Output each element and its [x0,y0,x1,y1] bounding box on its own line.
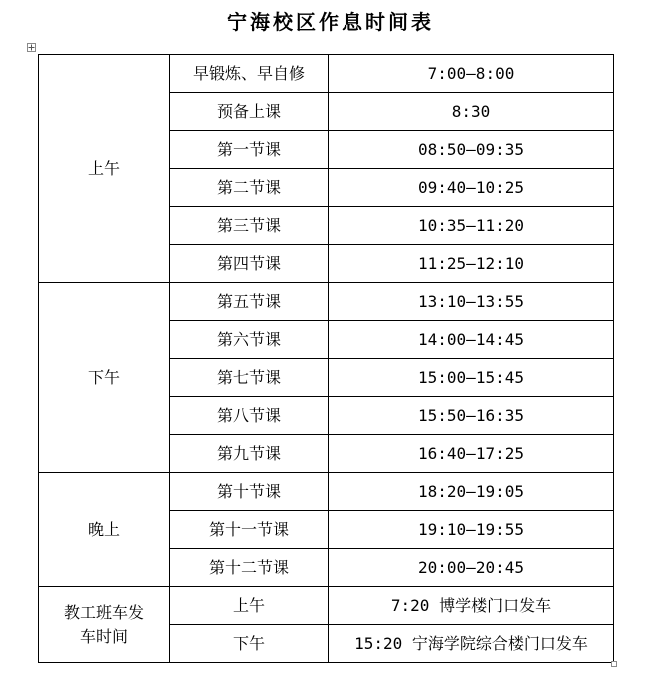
item-cell: 第十节课 [170,473,329,511]
item-cell: 第六节课 [170,321,329,359]
schedule-table [38,54,614,663]
time-cell: 08:50—09:35 [329,131,614,169]
item-cell: 第四节课 [170,245,329,283]
time-cell: 10:35—11:20 [329,207,614,245]
page-title: 宁海校区作息时间表 [227,10,434,34]
four-arrow-move-icon [28,44,35,51]
bus-label: 教工班车发车时间 [63,602,144,646]
item-cell: 上午 [170,587,329,625]
time-cell: 09:40—10:25 [329,169,614,207]
item-cell: 预备上课 [170,93,329,131]
time-cell: 20:00—20:45 [329,549,614,587]
bus-time-cell: 15:20 宁海学院综合楼门口发车 [329,625,614,663]
item-cell: 第一节课 [170,131,329,169]
table-row [39,473,614,511]
item-cell: 第十二节课 [170,549,329,587]
time-cell: 18:20—19:05 [329,473,614,511]
time-cell: 11:25—12:10 [329,245,614,283]
time-cell: 16:40—17:25 [329,435,614,473]
bus-period-cell [39,587,170,663]
table-resize-handle-icon[interactable] [611,661,617,667]
period-cell-afternoon: 下午 [39,283,170,473]
time-cell: 13:10—13:55 [329,283,614,321]
item-cell: 第八节课 [170,397,329,435]
item-cell: 第十一节课 [170,511,329,549]
bus-time-cell: 7:20 博学楼门口发车 [329,587,614,625]
table-row [39,283,614,321]
time-cell: 15:50—16:35 [329,397,614,435]
time-cell: 15:00—15:45 [329,359,614,397]
table-row [39,587,614,625]
item-cell: 第二节课 [170,169,329,207]
time-cell: 7:00—8:00 [329,55,614,93]
time-cell: 8:30 [329,93,614,131]
period-cell-evening: 晚上 [39,473,170,587]
time-cell: 14:00—14:45 [329,321,614,359]
time-cell: 19:10—19:55 [329,511,614,549]
period-cell-morning: 上午 [39,55,170,283]
item-cell: 第九节课 [170,435,329,473]
item-cell: 第七节课 [170,359,329,397]
item-cell: 第三节课 [170,207,329,245]
item-cell: 第五节课 [170,283,329,321]
table-row [39,55,614,93]
item-cell: 下午 [170,625,329,663]
table-move-handle-icon[interactable] [27,43,36,52]
item-cell: 早锻炼、早自修 [170,55,329,93]
